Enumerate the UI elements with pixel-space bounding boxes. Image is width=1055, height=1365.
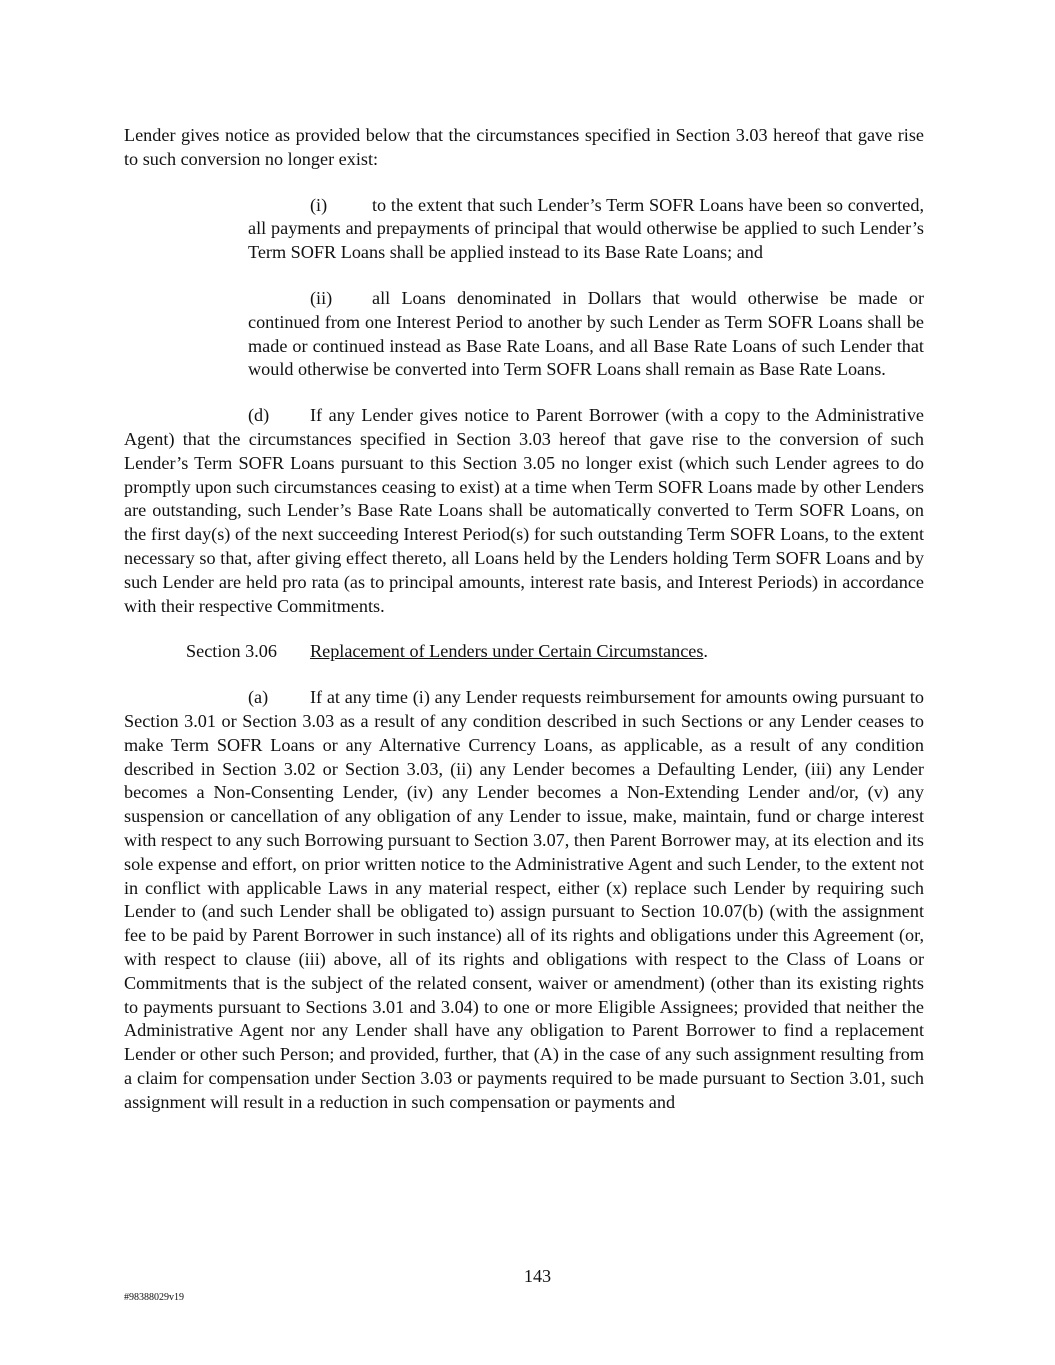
page-number: 143 xyxy=(523,1266,552,1286)
clause-d xyxy=(124,404,924,618)
section-title: Replacement of Lenders under Certain Circumstances xyxy=(310,641,704,662)
clause-i-number: (i) xyxy=(310,194,328,215)
clause-a-number: (a) xyxy=(248,687,269,708)
clause-ii xyxy=(248,287,924,382)
clause-d-text: If any Lender gives notice to Parent Borrower (with a copy to the Administrative Agent) that the circumstances specified in Section 3.03 hereof that gave rise to the conversion of such Lender’s Term SOFR Loans pursuant to this Section 3.05 no longer exist (which such Lender agrees to do promptly upon such circumstances ceasing to exist) at a time when Term SOFR Loans made by other Lenders are outstanding, such Lender’s Base Rate Loans shall be automatically converted to Term SOFR Loans, on the first day(s) of the next succeeding Interest Period(s) for such outstanding Term SOFR Loans, to the extent necessary so that, after giving effect thereto, all Loans held by the Lenders holding Term SOFR Loans and by such Lender are held pro rata (as to principal amounts, interest rate basis, and Interest Periods) in accordance with their respective Commitments. xyxy=(124,405,924,616)
clause-ii-text: all Loans denominated in Dollars that would otherwise be made or continued from one Interest Period to another by such Lender as Term SOFR Loans shall be made or continued instead as Base Rate Loans, and all Base Rate Loans of such Lender that would otherwise be converted into Term SOFR Loans shall remain as Base Rate Loans. xyxy=(248,287,924,380)
clause-a-text: If at any time (i) any Lender requests reimbursement for amounts owing pursuant to Section 3.01 or Section 3.03 as a result of any condition described in such Sections or any Lender ceases to make Term SOFR Loans or any Alternative Currency Loans, as applicable, as a result of any condition described in Section 3.02 or Section 3.03, (ii) any Lender becomes a Defaulting Lender, (iii) any Lender becomes a Non-Consenting Lender, (iv) any Lender becomes a Non-Extending Lender and/or, (v) any suspension or cancellation of any obligation of any Lender to issue, make, maintain, fund or charge interest with respect to any such Borrowing pursuant to Section 3.07, then Parent Borrower may, at its election and its sole expense and effort, on prior written notice to the Administrative Agent and such Lender, to the extent not in conflict with applicable Laws in any material respect, either (x) replace such Lender by requiring such Lender to (and such Lender shall be obligated to) assign pursuant to Section 10.07(b) (with the assignment fee to be paid by Parent Borrower in such instance) all of its rights and obligations under this Agreement (or, with respect to clause (iii) above, all of its rights and obligations with respect to the Class of Loans or Commitments that is the subject of the related consent, waiver or amendment) (other than its existing rights to payments pursuant to Sections 3.01 and 3.04) to one or more Eligible Assignees; provided that neither the Administrative Agent nor any Lender shall have any obligation to Parent Borrower to find a replacement Lender or other such Person; and provided, further, that (A) in the case of any such assignment resulting from a claim for compensation under Section 3.03 or payments required to be made pursuant to Section 3.01, such assignment will result in a reduction in such compensation or payments and xyxy=(124,687,924,1112)
section-number: Section 3.06 xyxy=(186,641,277,662)
section-heading xyxy=(186,640,924,664)
continuation-paragraph: Lender gives notice as provided below that the circumstances specified in Section 3.03 hereof that gave rise to such conversion no longer exist: xyxy=(124,125,924,169)
document-id: #98388029v19 xyxy=(124,1292,184,1303)
clause-i xyxy=(248,194,924,265)
document-body xyxy=(124,124,924,1136)
section-title-period: . xyxy=(703,641,708,662)
clause-i-text: to the extent that such Lender’s Term SOFR Loans have been so converted, all payments and prepayments of principal that would otherwise be applied to such Lender’s Term SOFR Loans shall be applied instead to its Base Rate Loans; and xyxy=(248,194,924,263)
clause-a xyxy=(124,686,924,1114)
clause-ii-number: (ii) xyxy=(310,287,333,308)
clause-d-number: (d) xyxy=(248,405,270,426)
